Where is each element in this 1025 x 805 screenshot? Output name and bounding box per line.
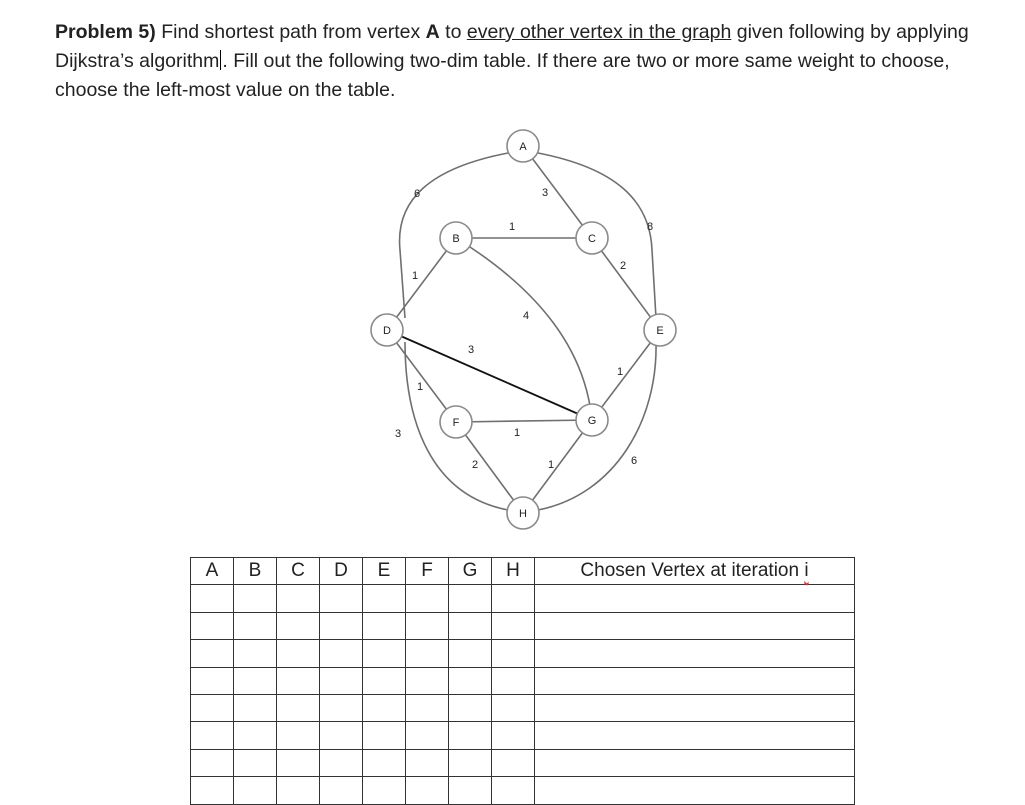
table-cell[interactable] [277,612,320,639]
table-cell[interactable] [363,585,406,612]
table-cell[interactable] [320,640,363,667]
table-cell[interactable] [320,694,363,721]
node-F [440,406,472,438]
table-cell[interactable] [234,667,277,694]
weight-D-F: 1 [417,381,424,393]
table-cell[interactable] [191,640,234,667]
table-cell[interactable] [492,667,535,694]
table-cell[interactable] [277,694,320,721]
table-cell[interactable] [406,749,449,776]
table-cell[interactable] [363,777,406,804]
weight-A-C: 3 [542,187,549,199]
edge-B-G [456,238,592,420]
table-cell[interactable] [191,722,234,749]
table-cell[interactable] [320,749,363,776]
table-cell[interactable] [234,694,277,721]
weight-F-G: 1 [514,427,521,439]
node-D-label: D [383,325,391,337]
edge-A-C [523,146,592,238]
table-cell[interactable] [320,612,363,639]
table-row [191,694,855,721]
table-cell[interactable] [492,612,535,639]
table-cell[interactable] [277,585,320,612]
table-row [191,612,855,639]
table-cell[interactable] [363,640,406,667]
header-G: G [449,558,492,585]
node-C-label: C [588,233,596,245]
edge-F-G [456,420,592,422]
header-D: D [320,558,363,585]
weight-G-E: 1 [617,366,624,378]
table-cell[interactable] [406,777,449,804]
table-cell[interactable] [406,667,449,694]
table-cell[interactable] [406,585,449,612]
chosen-var: i [804,560,809,582]
table-cell[interactable] [449,777,492,804]
table-cell[interactable] [406,612,449,639]
table-cell[interactable] [320,667,363,694]
header-chosen-vertex [535,558,855,585]
table-cell[interactable] [277,722,320,749]
table-cell[interactable] [277,777,320,804]
table-cell[interactable] [492,749,535,776]
weight-D-G: 3 [468,344,475,356]
dijkstra-table [190,557,855,805]
table-cell[interactable] [449,612,492,639]
table-cell[interactable] [234,777,277,804]
node-B-label: B [452,233,460,245]
edge-G-E [592,330,660,420]
table-row [191,667,855,694]
table-cell[interactable] [277,749,320,776]
table-cell[interactable] [234,749,277,776]
weight-B-C: 1 [509,221,516,233]
table-row [191,640,855,667]
table-cell[interactable] [492,722,535,749]
chosen-prefix: Chosen Vertex at iteration [580,560,805,582]
edge-D-F [387,330,456,422]
header-F: F [406,558,449,585]
table-cell[interactable] [191,694,234,721]
table-cell[interactable] [191,585,234,612]
table-cell[interactable] [449,694,492,721]
table-cell[interactable] [234,612,277,639]
source-vertex: A [425,21,440,43]
table-cell[interactable] [492,585,535,612]
node-H [507,497,539,529]
weight-B-D: 1 [412,270,419,282]
table-cell[interactable] [535,777,855,804]
node-E-label: E [656,325,664,337]
weight-B-G: 4 [523,310,530,322]
weight-E-H: 6 [631,455,638,467]
problem-text-4: . Fill out the following two-dim table. If there are two or more same weight to choose, choose the left-most value on the table. [55,50,950,101]
table-cell[interactable] [191,777,234,804]
table-cell[interactable] [406,640,449,667]
table-cell[interactable] [406,694,449,721]
table-cell[interactable] [363,612,406,639]
weight-G-H: 1 [548,459,555,471]
table-cell[interactable] [449,585,492,612]
table-cell[interactable] [406,722,449,749]
header-C: C [277,558,320,585]
table-cell[interactable] [234,585,277,612]
table-header-row [191,558,855,585]
weight-D-H: 3 [395,428,402,440]
node-G-label: G [587,415,597,427]
table-cell[interactable] [535,585,855,612]
table-cell[interactable] [363,694,406,721]
table-cell[interactable] [449,722,492,749]
edge-D-G [387,330,592,420]
node-D [371,314,403,346]
node-G [576,404,608,436]
edge-B-D [387,238,456,330]
table-cell[interactable] [277,667,320,694]
node-A-label: A [519,141,527,153]
weight-A-D: 6 [414,188,421,200]
table-cell[interactable] [535,667,855,694]
table-cell[interactable] [492,640,535,667]
table-cell[interactable] [320,777,363,804]
problem-text-3: given following by applying Dijkstra’s algorithm [55,21,969,72]
table-cell[interactable] [449,667,492,694]
edge-G-H [523,420,592,513]
problem-text-1: Find shortest path from vertex [155,21,426,43]
table-cell[interactable] [234,640,277,667]
table-cell[interactable] [191,612,234,639]
table-cell[interactable] [320,585,363,612]
header-B: B [234,558,277,585]
table-cell[interactable] [535,722,855,749]
table-cell[interactable] [363,667,406,694]
problem-label: Problem 5) [55,21,156,43]
table-cell[interactable] [191,667,234,694]
problem-text-2: to [439,21,467,43]
table-row [191,749,855,776]
header-A: A [191,558,234,585]
weight-A-E: 8 [647,221,654,233]
table-row [191,777,855,804]
table-cell[interactable] [535,640,855,667]
underlined-phrase: every other vertex in the graph [466,21,732,43]
table-cell[interactable] [363,749,406,776]
table-cell[interactable] [277,640,320,667]
node-A [507,130,539,162]
table-cell[interactable] [492,694,535,721]
weight-C-E: 2 [620,260,627,272]
table-cell[interactable] [535,612,855,639]
table-cell[interactable] [492,777,535,804]
table-cell[interactable] [191,749,234,776]
node-E [644,314,676,346]
table-cell[interactable] [449,640,492,667]
node-F-label: F [452,417,460,429]
table-cell[interactable] [535,749,855,776]
table-cell[interactable] [320,722,363,749]
table-cell[interactable] [234,722,277,749]
header-E: E [363,558,406,585]
edge-C-E [592,238,660,330]
header-H: H [492,558,535,585]
table-cell[interactable] [363,722,406,749]
table-row [191,585,855,612]
node-B [440,222,472,254]
weight-F-H: 2 [472,459,479,471]
edge-F-H [456,422,523,513]
table-cell[interactable] [449,749,492,776]
node-C [576,222,608,254]
table-cell[interactable] [535,694,855,721]
table-row [191,722,855,749]
node-H-label: H [519,508,527,520]
